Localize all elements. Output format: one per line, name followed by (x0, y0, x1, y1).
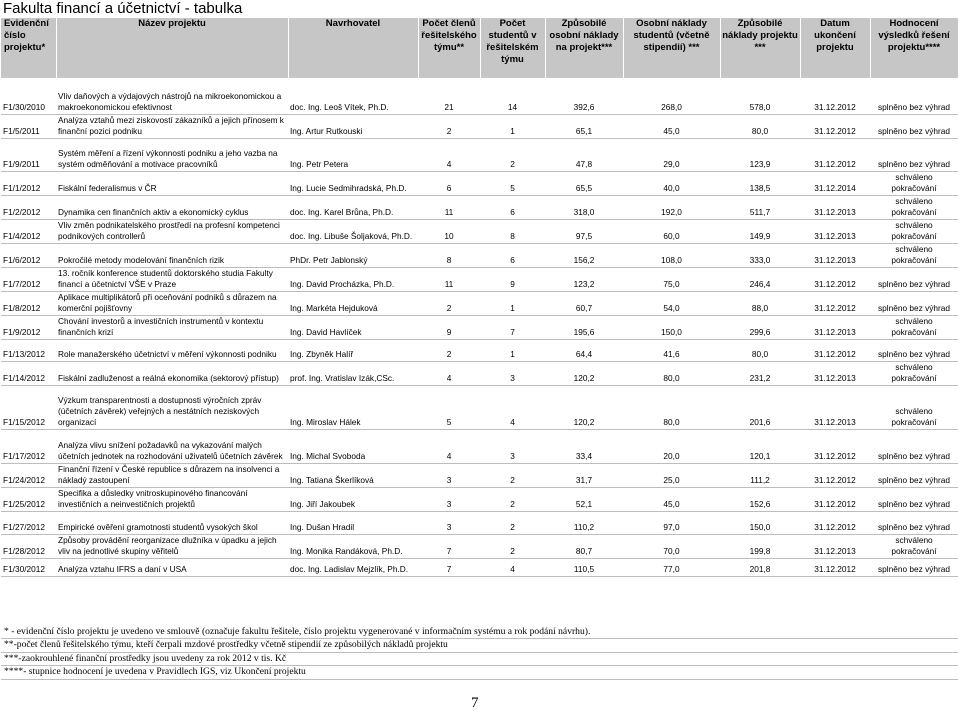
table-row (1, 339, 958, 361)
cell-eligible: 88,0 (720, 291, 800, 315)
cell-proposer: Ing. Tatiana Škerlíková (288, 463, 418, 487)
cell-eligible: 152,6 (720, 487, 800, 511)
table-row (1, 361, 958, 385)
cell-name: Empirické ověření gramotnosti studentů vysokých škol (56, 511, 288, 534)
cell-students: 1 (480, 339, 545, 361)
cell-personal: 52,1 (545, 487, 623, 511)
cell-student-costs: 75,0 (623, 267, 720, 291)
cell-student-costs: 60,0 (623, 219, 720, 243)
cell-name: Způsoby provádění reorganizace dlužníka v úpadku a jejich vliv na jednotlivé skupiny věřitelů (56, 534, 288, 558)
cell-id: F1/9/2012 (1, 315, 56, 339)
cell-student-costs: 97,0 (623, 511, 720, 534)
cell-eligible: 333,0 (720, 243, 800, 267)
cell-members: 4 (418, 138, 480, 171)
cell-student-costs: 192,0 (623, 195, 720, 219)
cell-proposer: doc. Ing. Leoš Vítek, Ph.D. (288, 78, 418, 114)
cell-id: F1/30/2010 (1, 78, 56, 114)
cell-members: 6 (418, 171, 480, 195)
table-row (1, 511, 958, 534)
table-row (1, 219, 958, 243)
cell-date: 31.12.2012 (800, 267, 870, 291)
footnote: ***-zaokrouhlené finanční prostředky jsou uvedeny za rok 2012 v tis. Kč (1, 653, 958, 666)
cell-id: F1/5/2011 (1, 114, 56, 138)
cell-student-costs: 54,0 (623, 291, 720, 315)
cell-members: 4 (418, 361, 480, 385)
cell-date: 31.12.2012 (800, 558, 870, 576)
cell-date: 31.12.2012 (800, 78, 870, 114)
cell-student-costs: 268,0 (623, 78, 720, 114)
cell-eligible: 231,2 (720, 361, 800, 385)
cell-personal: 195,6 (545, 315, 623, 339)
cell-id: F1/25/2012 (1, 487, 56, 511)
cell-students: 3 (480, 429, 545, 463)
cell-student-costs: 108,0 (623, 243, 720, 267)
cell-personal: 47,8 (545, 138, 623, 171)
cell-student-costs: 40,0 (623, 171, 720, 195)
cell-name: Analýza vlivu snížení požadavků na vykazování malých účetních jednotek na rozhodování uživatelů účetních závěrek (56, 429, 288, 463)
table-row (1, 267, 958, 291)
cell-personal: 65,5 (545, 171, 623, 195)
cell-eligible: 578,0 (720, 78, 800, 114)
cell-students: 6 (480, 195, 545, 219)
footnote: * - evidenční číslo projektu je uvedeno ve smlouvě (označuje fakultu řešitele, číslo projektu vygenerované v informačním systému a rok podání návrhu). (1, 626, 958, 639)
table-row (1, 429, 958, 463)
cell-student-costs: 25,0 (623, 463, 720, 487)
header-cell: Způsobilé náklady projektu *** (720, 18, 800, 78)
cell-eligible: 150,0 (720, 511, 800, 534)
cell-personal: 110,2 (545, 511, 623, 534)
header-row (1, 18, 958, 78)
footnote: **-počet členů řešitelského týmu, kteří čerpali mzdové prostředky včetně stipendií ze způsobilých nákladů projektu (1, 639, 958, 652)
cell-proposer: Ing. Artur Rutkouski (288, 114, 418, 138)
cell-name: Chování investorů a investičních instrumentů v kontextu finančních krizí (56, 315, 288, 339)
cell-proposer: Ing. Zbyněk Halíř (288, 339, 418, 361)
header-cell: Název projektu (56, 18, 288, 78)
cell-rating: schváleno pokračování (870, 315, 958, 339)
cell-name: Fiskální federalismus v ČR (56, 171, 288, 195)
cell-students: 6 (480, 243, 545, 267)
cell-rating: splněno bez výhrad (870, 339, 958, 361)
cell-proposer: PhDr. Petr Jablonský (288, 243, 418, 267)
cell-name: Vliv daňových a výdajových nástrojů na mikroekonomickou a makroekonomickou efektivnost (56, 78, 288, 114)
cell-rating: splněno bez výhrad (870, 267, 958, 291)
cell-student-costs: 20,0 (623, 429, 720, 463)
cell-rating: splněno bez výhrad (870, 558, 958, 576)
footnote: ****- stupnice hodnocení je uvedena v Pravidlech IGS, viz Ukončení projektu (1, 666, 958, 679)
cell-students: 4 (480, 558, 545, 576)
cell-id: F1/30/2012 (1, 558, 56, 576)
table-row (1, 558, 958, 576)
cell-personal: 97,5 (545, 219, 623, 243)
cell-personal: 60,7 (545, 291, 623, 315)
table-row (1, 138, 958, 171)
cell-students: 5 (480, 171, 545, 195)
cell-students: 7 (480, 315, 545, 339)
cell-name: Aplikace multiplikátorů při oceňování podniků s důrazem na komerční pojišťovny (56, 291, 288, 315)
cell-student-costs: 45,0 (623, 487, 720, 511)
cell-id: F1/14/2012 (1, 361, 56, 385)
cell-rating: schváleno pokračování (870, 171, 958, 195)
cell-name: Výzkum transparentnosti a dostupnosti výročních zpráv (účetních závěrek) veřejných a nestátních neziskových organizací (56, 385, 288, 429)
cell-proposer: doc. Ing. Ladislav Mejzlík, Ph.D. (288, 558, 418, 576)
cell-members: 9 (418, 315, 480, 339)
cell-personal: 392,6 (545, 78, 623, 114)
cell-eligible: 111,2 (720, 463, 800, 487)
cell-proposer: Ing. Lucie Sedmihradská, Ph.D. (288, 171, 418, 195)
page-number: 7 (471, 695, 479, 711)
table-row (1, 291, 958, 315)
table-row (1, 315, 958, 339)
cell-students: 2 (480, 463, 545, 487)
cell-rating: splněno bez výhrad (870, 429, 958, 463)
cell-proposer: Ing. David Havlíček (288, 315, 418, 339)
footnotes (1, 626, 958, 680)
cell-date: 31.12.2012 (800, 138, 870, 171)
header-cell: Osobní náklady studentů (včetně stipendií) *** (623, 18, 720, 78)
cell-name: Analýza vztahů mezi ziskovostí zákazníků a jejich přínosem k finanční pozici podniku (56, 114, 288, 138)
cell-proposer: Ing. Monika Randáková, Ph.D. (288, 534, 418, 558)
cell-proposer: Ing. Michal Svoboda (288, 429, 418, 463)
cell-students: 1 (480, 291, 545, 315)
table-row (1, 385, 958, 429)
table-row (1, 114, 958, 138)
table-row (1, 534, 958, 558)
cell-members: 2 (418, 291, 480, 315)
table-row (1, 195, 958, 219)
cell-student-costs: 45,0 (623, 114, 720, 138)
cell-date: 31.12.2014 (800, 171, 870, 195)
cell-members: 3 (418, 487, 480, 511)
cell-id: F1/15/2012 (1, 385, 56, 429)
cell-name: Systém měření a řízení výkonnosti podniku a jeho vazba na systém odměňování a motivace pracovníků (56, 138, 288, 171)
cell-id: F1/1/2012 (1, 171, 56, 195)
projects-table (1, 18, 959, 577)
cell-date: 31.12.2012 (800, 114, 870, 138)
cell-id: F1/28/2012 (1, 534, 56, 558)
header-cell: Datum ukončení projektu (800, 18, 870, 78)
cell-id: F1/13/2012 (1, 339, 56, 361)
cell-members: 8 (418, 243, 480, 267)
cell-date: 31.12.2012 (800, 429, 870, 463)
cell-personal: 65,1 (545, 114, 623, 138)
cell-student-costs: 77,0 (623, 558, 720, 576)
cell-id: F1/7/2012 (1, 267, 56, 291)
header-cell: Způsobilé osobní náklady na projekt*** (545, 18, 623, 78)
cell-eligible: 199,8 (720, 534, 800, 558)
header-cell: Evidenční číslo projektu* (1, 18, 56, 78)
cell-personal: 156,2 (545, 243, 623, 267)
cell-proposer: Ing. Miroslav Hálek (288, 385, 418, 429)
cell-date: 31.12.2013 (800, 315, 870, 339)
cell-rating: schváleno pokračování (870, 534, 958, 558)
cell-proposer: prof. Ing. Vratislav Izák,CSc. (288, 361, 418, 385)
cell-name: Finanční řízení v České republice s důrazem na insolvenci a nákladý zastoupení (56, 463, 288, 487)
cell-name: Role manažerského účetnictví v měření výkonnosti podniku (56, 339, 288, 361)
cell-rating: splněno bez výhrad (870, 138, 958, 171)
cell-students: 9 (480, 267, 545, 291)
cell-personal: 33,4 (545, 429, 623, 463)
cell-rating: splněno bez výhrad (870, 487, 958, 511)
cell-student-costs: 70,0 (623, 534, 720, 558)
table-row (1, 243, 958, 267)
cell-eligible: 120,1 (720, 429, 800, 463)
table-row (1, 463, 958, 487)
table-body (1, 78, 958, 576)
cell-proposer: Ing. Jiří Jakoubek (288, 487, 418, 511)
cell-members: 2 (418, 339, 480, 361)
cell-name: Fiskální zadluženost a reálná ekonomika (sektorový přístup) (56, 361, 288, 385)
cell-rating: schváleno pokračování (870, 385, 958, 429)
cell-student-costs: 41,6 (623, 339, 720, 361)
cell-rating: splněno bez výhrad (870, 114, 958, 138)
table-row (1, 171, 958, 195)
cell-name: Vliv změn podnikatelského prostředí na profesní kompetenci podnikových controllerů (56, 219, 288, 243)
cell-members: 5 (418, 385, 480, 429)
cell-eligible: 138,5 (720, 171, 800, 195)
cell-rating: schváleno pokračování (870, 243, 958, 267)
cell-eligible: 201,6 (720, 385, 800, 429)
cell-id: F1/6/2012 (1, 243, 56, 267)
page-title: Fakulta financí a účetnictví - tabulka (3, 0, 243, 17)
cell-students: 1 (480, 114, 545, 138)
cell-date: 31.12.2013 (800, 219, 870, 243)
cell-id: F1/4/2012 (1, 219, 56, 243)
cell-members: 11 (418, 195, 480, 219)
cell-rating: splněno bez výhrad (870, 511, 958, 534)
cell-name: Specifika a důsledky vnitroskupinového financování investičních a neinvestičních projektů (56, 487, 288, 511)
cell-eligible: 201,8 (720, 558, 800, 576)
cell-personal: 80,7 (545, 534, 623, 558)
cell-rating: splněno bez výhrad (870, 463, 958, 487)
cell-personal: 64,4 (545, 339, 623, 361)
cell-students: 14 (480, 78, 545, 114)
cell-id: F1/17/2012 (1, 429, 56, 463)
cell-students: 2 (480, 511, 545, 534)
cell-student-costs: 80,0 (623, 361, 720, 385)
cell-student-costs: 150,0 (623, 315, 720, 339)
cell-id: F1/8/2012 (1, 291, 56, 315)
cell-name: 13. ročník konference studentů doktorského studia Fakulty financí a účetnictví VŠE v Praze (56, 267, 288, 291)
cell-eligible: 123,9 (720, 138, 800, 171)
cell-personal: 110,5 (545, 558, 623, 576)
cell-name: Dynamika cen finančních aktiv a ekonomický cyklus (56, 195, 288, 219)
cell-student-costs: 80,0 (623, 385, 720, 429)
cell-date: 31.12.2012 (800, 511, 870, 534)
cell-date: 31.12.2013 (800, 243, 870, 267)
cell-date: 31.12.2013 (800, 534, 870, 558)
cell-students: 2 (480, 138, 545, 171)
cell-rating: schváleno pokračování (870, 361, 958, 385)
cell-date: 31.12.2013 (800, 385, 870, 429)
cell-id: F1/27/2012 (1, 511, 56, 534)
cell-personal: 31,7 (545, 463, 623, 487)
header-cell: Počet studentů v řešitelském týmu (480, 18, 545, 78)
cell-date: 31.12.2013 (800, 195, 870, 219)
cell-proposer: doc. Ing. Libuše Šoljaková, Ph.D. (288, 219, 418, 243)
cell-eligible: 149,9 (720, 219, 800, 243)
cell-proposer: doc. Ing. Karel Brůna, Ph.D. (288, 195, 418, 219)
header-cell: Počet členů řešitelského týmu** (418, 18, 480, 78)
cell-personal: 318,0 (545, 195, 623, 219)
header-cell: Hodnocení výsledků řešení projektu**** (870, 18, 958, 78)
cell-rating: splněno bez výhrad (870, 78, 958, 114)
cell-date: 31.12.2012 (800, 291, 870, 315)
cell-proposer: Ing. Markéta Hejduková (288, 291, 418, 315)
cell-date: 31.12.2012 (800, 487, 870, 511)
cell-date: 31.12.2012 (800, 339, 870, 361)
cell-rating: schváleno pokračování (870, 219, 958, 243)
cell-date: 31.12.2013 (800, 361, 870, 385)
cell-members: 2 (418, 114, 480, 138)
cell-id: F1/24/2012 (1, 463, 56, 487)
cell-members: 4 (418, 429, 480, 463)
cell-members: 7 (418, 534, 480, 558)
cell-members: 3 (418, 463, 480, 487)
table-row (1, 78, 958, 114)
cell-students: 2 (480, 534, 545, 558)
cell-student-costs: 29,0 (623, 138, 720, 171)
cell-members: 7 (418, 558, 480, 576)
cell-members: 10 (418, 219, 480, 243)
cell-eligible: 299,6 (720, 315, 800, 339)
cell-eligible: 246,4 (720, 267, 800, 291)
cell-members: 3 (418, 511, 480, 534)
cell-id: F1/9/2011 (1, 138, 56, 171)
cell-name: Analýza vztahu IFRS a daní v USA (56, 558, 288, 576)
header-cell: Navrhovatel (288, 18, 418, 78)
cell-rating: schváleno pokračování (870, 195, 958, 219)
cell-proposer: Ing. David Procházka, Ph.D. (288, 267, 418, 291)
cell-eligible: 511,7 (720, 195, 800, 219)
cell-id: F1/2/2012 (1, 195, 56, 219)
cell-rating: splněno bez výhrad (870, 291, 958, 315)
cell-eligible: 80,0 (720, 339, 800, 361)
cell-proposer: Ing. Petr Petera (288, 138, 418, 171)
cell-proposer: Ing. Dušan Hradil (288, 511, 418, 534)
cell-date: 31.12.2012 (800, 463, 870, 487)
cell-personal: 123,2 (545, 267, 623, 291)
cell-students: 3 (480, 361, 545, 385)
cell-students: 4 (480, 385, 545, 429)
cell-name: Pokročilé metody modelování finančních rizik (56, 243, 288, 267)
cell-members: 11 (418, 267, 480, 291)
cell-eligible: 80,0 (720, 114, 800, 138)
cell-students: 2 (480, 487, 545, 511)
cell-members: 21 (418, 78, 480, 114)
cell-personal: 120,2 (545, 361, 623, 385)
cell-personal: 120,2 (545, 385, 623, 429)
cell-students: 8 (480, 219, 545, 243)
table-row (1, 487, 958, 511)
